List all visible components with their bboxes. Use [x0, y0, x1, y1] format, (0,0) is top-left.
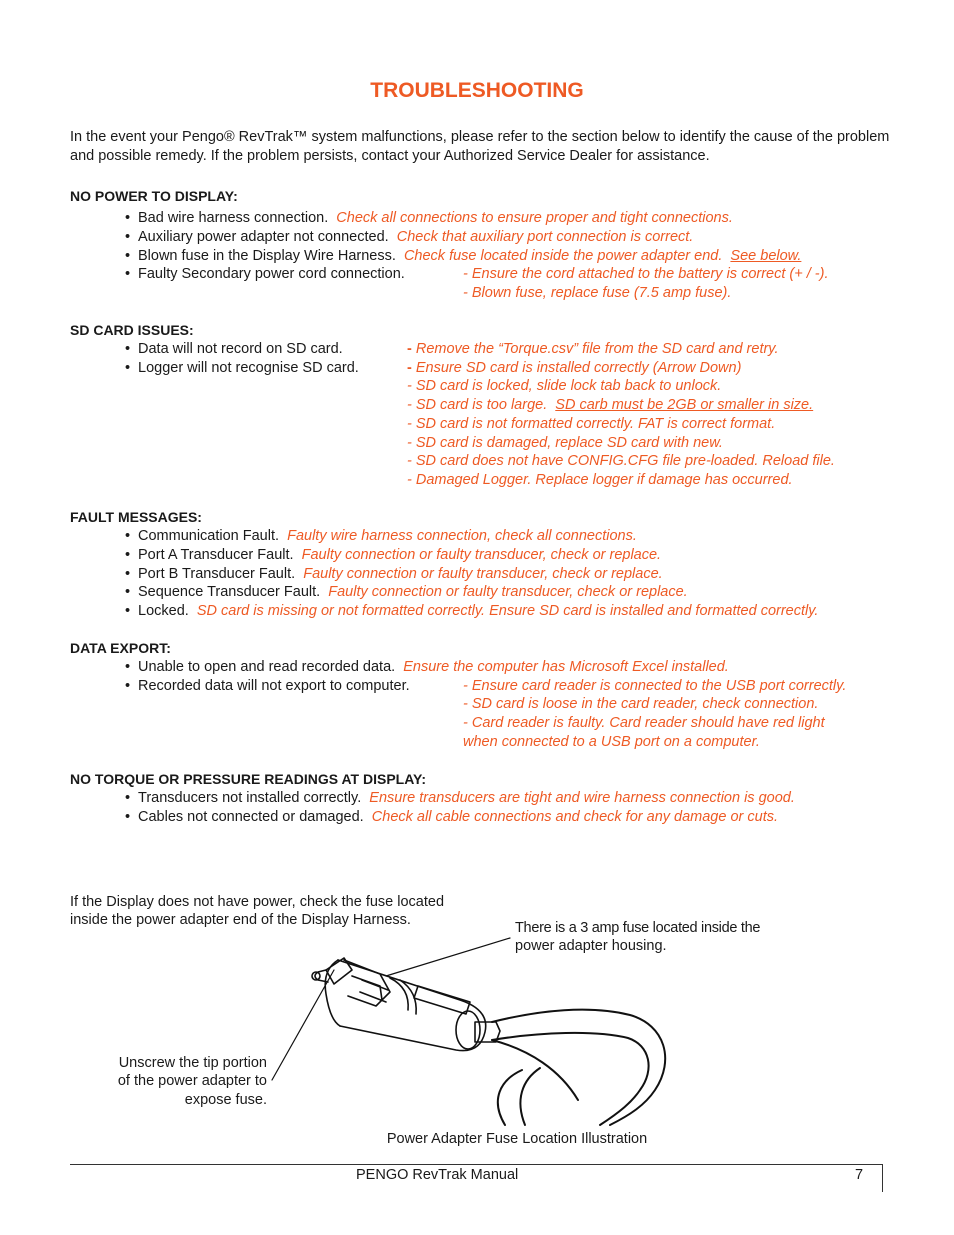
- footer-rule: [70, 1164, 883, 1165]
- page-title: TROUBLESHOOTING: [370, 79, 584, 102]
- section-heading-sd-card: SD CARD ISSUES:: [70, 322, 194, 338]
- tip-callout: of the power adapter to: [117, 1073, 267, 1089]
- list-item: • Blown fuse in the Display Wire Harness. Check fuse located inside the power adapter end. See below.: [125, 248, 802, 264]
- cause-text: Blown fuse in the Display Wire Harness.: [138, 248, 396, 264]
- remedy-line: - Ensure card reader is connected to the USB port correctly.: [463, 678, 847, 694]
- remedy-text: Check fuse located inside the power adapter end.: [403, 248, 723, 264]
- remedy-line: - SD card is loose in the card reader, check connection.: [463, 696, 819, 712]
- section-heading-no-power: NO POWER TO DISPLAY:: [70, 188, 238, 204]
- section-heading-no-torque: NO TORQUE OR PRESSURE READINGS AT DISPLAY:: [70, 771, 427, 787]
- list-item: • Recorded data will not export to computer.: [125, 678, 410, 694]
- remedy-text: Check all connections to ensure proper and tight connections.: [336, 210, 733, 226]
- tip-callout: Unscrew the tip portion: [118, 1055, 267, 1071]
- cause-text: Bad wire harness connection.: [138, 210, 329, 226]
- see-below-link[interactable]: See below.: [730, 248, 802, 264]
- remedy-line: - SD card does not have CONFIG.CFG file pre-loaded. Reload file.: [407, 453, 835, 469]
- remedy-text: - Ensure the cord attached to the battery is correct (+ / -).: [463, 266, 829, 282]
- list-item: • Cables not connected or damaged. Check all cable connections and check for any damage or cuts.: [125, 809, 779, 825]
- list-item: • Unable to open and read recorded data. Ensure the computer has Microsoft Excel installed.: [125, 659, 729, 675]
- remedy-line: - SD card is locked, slide lock tab back to unlock.: [407, 378, 722, 394]
- list-item: • Locked. SD card is missing or not formatted correctly. Ensure SD card is installed and formatted correctly.: [125, 603, 819, 619]
- section-heading-fault: FAULT MESSAGES:: [70, 509, 202, 525]
- list-item: • Transducers not installed correctly. Ensure transducers are tight and wire harness connection is good.: [125, 790, 795, 806]
- remedy-text: - Blown fuse, replace fuse (7.5 amp fuse).: [463, 285, 732, 301]
- list-item: • Data will not record on SD card.: [125, 341, 343, 357]
- intro-paragraph: In the event your Pengo® RevTrak™ system malfunctions, please refer to the section below to identify the cause of the problem and possible remedy. If the problem persists, contact your Authorized Service Dealer for assistance.: [70, 129, 890, 164]
- sd-size-link[interactable]: SD carb must be 2GB or smaller in size.: [555, 397, 814, 413]
- fuse-callout: There is a 3 amp fuse located inside the: [515, 920, 761, 936]
- fuse-note-line: inside the power adapter end of the Display Harness.: [70, 912, 411, 928]
- footer-manual-title: PENGO RevTrak Manual: [356, 1167, 519, 1183]
- remedy-line: when connected to a USB port on a computer.: [463, 734, 760, 750]
- list-item: • Logger will not recognise SD card.: [125, 360, 359, 376]
- list-item: • Communication Fault. Faulty wire harness connection, check all connections.: [125, 528, 637, 544]
- fuse-leader-line: [386, 938, 510, 976]
- cause-text: Data will not record on SD card.: [138, 341, 343, 357]
- remedy-line: - Damaged Logger. Replace logger if damage has occurred.: [407, 472, 793, 488]
- footer-rule-end: [882, 1164, 883, 1192]
- list-item: • Port A Transducer Fault. Faulty connection or faulty transducer, check or replace.: [125, 547, 662, 563]
- remedy-line: - Ensure SD card is installed correctly (Arrow Down): [407, 360, 742, 376]
- list-item: • Auxiliary power adapter not connected. Check that auxiliary port connection is correct.: [125, 229, 694, 245]
- fuse-note-line: If the Display does not have power, check the fuse located: [70, 894, 445, 910]
- cause-text: Logger will not recognise SD card.: [138, 360, 359, 376]
- fuse-callout: power adapter housing.: [515, 938, 667, 954]
- power-adapter-illustration: [260, 930, 680, 1130]
- section-heading-export: DATA EXPORT:: [70, 640, 171, 656]
- cause-text: Faulty Secondary power cord connection.: [138, 266, 405, 282]
- remedy-text: Check that auxiliary port connection is correct.: [396, 229, 694, 245]
- remedy-line: - Remove the “Torque.csv” file from the SD card and retry.: [407, 341, 779, 357]
- list-item: • Port B Transducer Fault. Faulty connection or faulty transducer, check or replace.: [125, 566, 663, 582]
- tip-callout: expose fuse.: [184, 1092, 267, 1108]
- remedy-line: - SD card is damaged, replace SD card with new.: [407, 435, 723, 451]
- list-item: • Bad wire harness connection. Check all connections to ensure proper and tight connections.: [125, 210, 733, 226]
- cause-text: Auxiliary power adapter not connected.: [138, 229, 389, 245]
- list-item: • Sequence Transducer Fault. Faulty connection or faulty transducer, check or replace.: [125, 584, 688, 600]
- remedy-line: - SD card is not formatted correctly. FAT is correct format.: [407, 416, 776, 432]
- list-item: • Faulty Secondary power cord connection.: [125, 266, 405, 282]
- illustration-caption: Power Adapter Fuse Location Illustration: [386, 1131, 648, 1147]
- page-number: 7: [855, 1167, 864, 1183]
- remedy-line: - Card reader is faulty. Card reader should have red light: [463, 715, 825, 731]
- remedy-line: - SD card is too large. SD carb must be 2GB or smaller in size.: [407, 397, 814, 413]
